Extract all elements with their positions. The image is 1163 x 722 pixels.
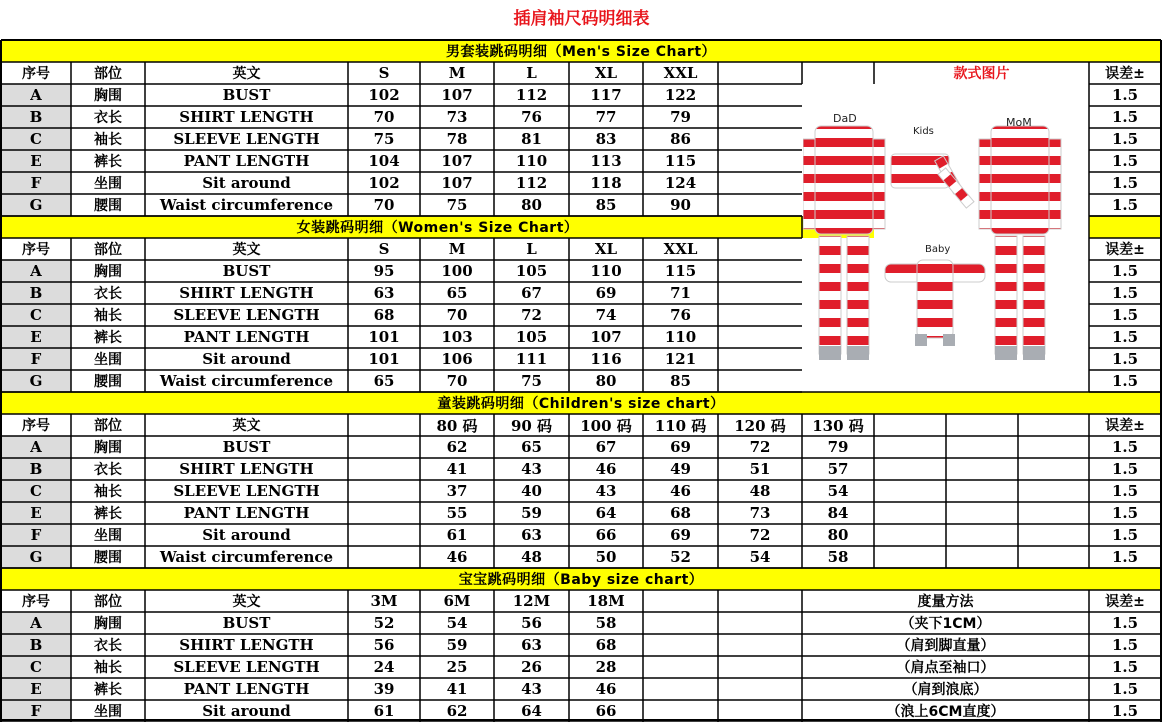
men-row-english: Waist circumference xyxy=(159,196,334,214)
women-row-value: 63 xyxy=(373,284,395,302)
baby-row-seq: E xyxy=(1,678,71,700)
header-size: XXL xyxy=(663,64,698,82)
children-row-seq: B xyxy=(1,458,71,480)
men-row-value: 79 xyxy=(670,108,691,126)
header-size: 12M xyxy=(512,592,551,610)
baby-row-seq: C xyxy=(1,656,71,678)
women-row-tolerance: 1.5 xyxy=(1111,350,1139,368)
children-row-tolerance: 1.5 xyxy=(1111,482,1139,500)
children-row-part: 坐围 xyxy=(94,528,122,544)
baby-pajama-icon xyxy=(885,260,985,346)
men-row-seq: A xyxy=(1,84,71,106)
header-seq: 序号 xyxy=(22,418,50,434)
men-row-part: 衣长 xyxy=(94,110,122,126)
baby-row-part: 胸围 xyxy=(94,616,122,632)
baby-row-tolerance: 1.5 xyxy=(1111,614,1139,632)
baby-row-value: 46 xyxy=(595,680,617,698)
women-row-seq: G xyxy=(1,370,71,392)
women-row-seq: C xyxy=(1,304,71,326)
women-row-tolerance: 1.5 xyxy=(1111,284,1139,302)
baby-row-english: PANT LENGTH xyxy=(183,680,310,698)
children-row-tolerance: 1.5 xyxy=(1111,526,1139,544)
children-row-value: 51 xyxy=(749,460,771,478)
children-row-value: 54 xyxy=(827,482,849,500)
women-row-tolerance: 1.5 xyxy=(1111,262,1139,280)
baby-row-value: 68 xyxy=(595,636,617,654)
women-row-part: 腰围 xyxy=(94,374,122,390)
children-row-value: 43 xyxy=(595,482,617,500)
baby-row-value: 61 xyxy=(373,702,395,720)
men-row-part: 裤长 xyxy=(94,154,122,170)
baby-row-method: （肩到浪底） xyxy=(903,682,988,698)
men-row-value: 102 xyxy=(368,174,400,192)
kids-label: Kids xyxy=(913,126,934,137)
men-row-tolerance: 1.5 xyxy=(1111,86,1139,104)
header-part: 部位 xyxy=(94,66,122,82)
children-row-value: 63 xyxy=(521,526,542,544)
children-row-seq: C xyxy=(1,480,71,502)
baby-row-tolerance: 1.5 xyxy=(1111,702,1139,720)
women-row-part: 袖长 xyxy=(94,308,122,324)
header-tolerance: 误差± xyxy=(1105,594,1145,610)
men-row-value: 107 xyxy=(441,86,473,104)
men-row-english: BUST xyxy=(222,86,271,104)
header-size: 100 码 xyxy=(580,416,632,435)
men-row-english: PANT LENGTH xyxy=(183,152,310,170)
women-row-value: 116 xyxy=(590,350,622,368)
mom-pajama-icon xyxy=(979,126,1061,360)
men-banner: 男套装跳码明细（Men's Size Chart） xyxy=(1,40,1161,62)
mom-label: MoM xyxy=(1006,116,1032,129)
style-photo xyxy=(803,84,1088,384)
children-row-tolerance: 1.5 xyxy=(1111,548,1139,566)
children-row-value: 64 xyxy=(595,504,617,522)
children-row-value: 55 xyxy=(446,504,468,522)
children-row-value: 80 xyxy=(827,526,849,544)
children-row-value: 72 xyxy=(749,438,771,456)
baby-row-value: 43 xyxy=(521,680,542,698)
header-size: XXL xyxy=(663,240,698,258)
women-row-part: 裤长 xyxy=(94,330,122,346)
baby-row-tolerance: 1.5 xyxy=(1111,636,1139,654)
women-row-part: 衣长 xyxy=(94,286,122,302)
children-row-english: PANT LENGTH xyxy=(183,504,310,522)
baby-row-value: 54 xyxy=(446,614,468,632)
baby-row-english: SLEEVE LENGTH xyxy=(173,658,320,676)
header-size: M xyxy=(448,64,466,82)
children-row-seq: A xyxy=(1,436,71,458)
header-size: S xyxy=(378,64,390,82)
children-row-seq: E xyxy=(1,502,71,524)
women-banner: 女装跳码明细（Women's Size Chart） xyxy=(1,216,874,238)
header-size: L xyxy=(526,240,537,258)
children-row-value: 58 xyxy=(827,548,849,566)
men-row-part: 袖长 xyxy=(94,132,122,148)
women-row-seq: E xyxy=(1,326,71,348)
women-row-value: 71 xyxy=(670,284,691,302)
baby-label: Baby xyxy=(925,244,951,255)
header-part: 部位 xyxy=(94,242,122,258)
men-row-value: 122 xyxy=(664,86,697,104)
women-row-english: SLEEVE LENGTH xyxy=(173,306,320,324)
men-row-value: 83 xyxy=(595,130,617,148)
baby-row-part: 袖长 xyxy=(94,660,122,676)
men-row-part: 胸围 xyxy=(94,88,122,104)
men-row-value: 117 xyxy=(590,86,622,104)
men-row-value: 80 xyxy=(521,196,542,214)
baby-row-method: （肩到脚直量） xyxy=(896,638,995,654)
men-row-value: 118 xyxy=(590,174,622,192)
men-row-tolerance: 1.5 xyxy=(1111,174,1139,192)
children-row-value: 72 xyxy=(749,526,771,544)
header-size: 130 码 xyxy=(812,416,864,435)
men-row-seq: B xyxy=(1,106,71,128)
women-row-value: 75 xyxy=(521,372,542,390)
children-row-part: 腰围 xyxy=(94,550,122,566)
women-row-value: 70 xyxy=(446,306,468,324)
women-row-tolerance: 1.5 xyxy=(1111,372,1139,390)
baby-row-seq: B xyxy=(1,634,71,656)
baby-row-value: 56 xyxy=(521,614,542,632)
children-row-value: 43 xyxy=(521,460,542,478)
children-row-value: 41 xyxy=(446,460,468,478)
women-row-value: 110 xyxy=(664,328,697,346)
header-english: 英文 xyxy=(232,594,261,610)
children-row-value: 69 xyxy=(670,438,691,456)
baby-row-seq: F xyxy=(1,700,71,722)
baby-row-value: 58 xyxy=(595,614,617,632)
children-row-seq: F xyxy=(1,524,71,546)
baby-row-value: 66 xyxy=(595,702,617,720)
photo-header: 款式图片 xyxy=(953,66,1010,82)
men-row-tolerance: 1.5 xyxy=(1111,108,1139,126)
children-row-tolerance: 1.5 xyxy=(1111,438,1139,456)
kids-pajama-icon xyxy=(891,154,974,208)
baby-row-tolerance: 1.5 xyxy=(1111,680,1139,698)
men-row-seq: C xyxy=(1,128,71,150)
men-row-value: 77 xyxy=(595,108,617,126)
baby-row-value: 24 xyxy=(373,658,395,676)
header-size: 80 码 xyxy=(436,416,478,435)
children-row-value: 59 xyxy=(521,504,542,522)
women-row-english: PANT LENGTH xyxy=(183,328,310,346)
women-row-value: 68 xyxy=(373,306,395,324)
baby-row-value: 52 xyxy=(373,614,395,632)
children-row-part: 胸围 xyxy=(94,440,122,456)
women-row-value: 65 xyxy=(446,284,468,302)
women-row-value: 70 xyxy=(446,372,468,390)
men-row-english: SHIRT LENGTH xyxy=(179,108,314,126)
page-title: 插肩袖尺码明细表 xyxy=(513,9,650,29)
children-row-value: 73 xyxy=(749,504,771,522)
children-row-value: 79 xyxy=(827,438,849,456)
header-english: 英文 xyxy=(232,418,261,434)
header-size: XL xyxy=(594,240,618,258)
children-row-value: 50 xyxy=(595,548,617,566)
men-row-value: 113 xyxy=(590,152,622,170)
baby-row-value: 39 xyxy=(373,680,395,698)
children-row-value: 67 xyxy=(595,438,617,456)
children-row-english: Sit around xyxy=(202,526,291,544)
men-row-part: 腰围 xyxy=(94,198,122,214)
children-row-value: 48 xyxy=(749,482,771,500)
men-row-value: 70 xyxy=(373,108,395,126)
header-size: 90 码 xyxy=(510,416,553,435)
women-row-english: Waist circumference xyxy=(159,372,334,390)
baby-row-english: Sit around xyxy=(202,702,291,720)
women-row-value: 69 xyxy=(595,284,617,302)
header-seq: 序号 xyxy=(22,242,50,258)
men-row-value: 112 xyxy=(515,174,548,192)
men-row-value: 124 xyxy=(664,174,697,192)
men-row-english: SLEEVE LENGTH xyxy=(173,130,320,148)
baby-row-part: 衣长 xyxy=(94,638,122,654)
women-row-value: 107 xyxy=(590,328,622,346)
women-row-value: 105 xyxy=(515,262,548,280)
header-size: 120 码 xyxy=(734,416,786,435)
baby-row-method: （浪上6CM直度） xyxy=(886,704,1005,720)
baby-row-part: 裤长 xyxy=(94,682,122,698)
women-row-value: 95 xyxy=(373,262,395,280)
men-row-value: 107 xyxy=(441,174,473,192)
children-row-english: SLEEVE LENGTH xyxy=(173,482,320,500)
children-row-english: Waist circumference xyxy=(159,548,334,566)
children-row-seq: G xyxy=(1,546,71,568)
header-size: XL xyxy=(594,64,618,82)
header-part: 部位 xyxy=(94,418,122,434)
women-banner-tail xyxy=(1089,216,1161,238)
header-tolerance: 误差± xyxy=(1105,242,1145,258)
header-english: 英文 xyxy=(232,66,261,82)
women-row-value: 105 xyxy=(515,328,548,346)
men-row-value: 70 xyxy=(373,196,395,214)
women-row-english: BUST xyxy=(222,262,271,280)
baby-row-value: 64 xyxy=(521,702,542,720)
women-row-value: 72 xyxy=(521,306,542,324)
baby-row-part: 坐围 xyxy=(94,704,122,720)
baby-row-value: 25 xyxy=(446,658,468,676)
header-size: L xyxy=(526,64,537,82)
children-row-value: 49 xyxy=(670,460,691,478)
children-row-value: 65 xyxy=(521,438,542,456)
children-row-english: BUST xyxy=(222,438,271,456)
children-row-part: 袖长 xyxy=(94,484,122,500)
children-row-value: 52 xyxy=(670,548,691,566)
women-row-part: 胸围 xyxy=(94,264,122,280)
baby-row-english: BUST xyxy=(222,614,271,632)
men-row-seq: F xyxy=(1,172,71,194)
children-row-part: 衣长 xyxy=(94,462,122,478)
women-row-value: 103 xyxy=(441,328,473,346)
men-row-value: 75 xyxy=(373,130,395,148)
children-row-value: 37 xyxy=(446,482,468,500)
women-row-value: 101 xyxy=(368,350,400,368)
header-size: 110 码 xyxy=(654,416,707,435)
header-size: 18M xyxy=(587,592,625,610)
women-row-part: 坐围 xyxy=(94,352,122,368)
women-row-value: 76 xyxy=(670,306,691,324)
women-row-seq: B xyxy=(1,282,71,304)
children-row-value: 69 xyxy=(670,526,691,544)
children-row-value: 68 xyxy=(670,504,691,522)
men-row-value: 110 xyxy=(515,152,548,170)
baby-row-value: 56 xyxy=(373,636,395,654)
women-row-value: 106 xyxy=(441,350,473,368)
dad-label: DaD xyxy=(833,112,857,125)
children-row-value: 46 xyxy=(446,548,468,566)
women-row-seq: A xyxy=(1,260,71,282)
women-row-value: 85 xyxy=(670,372,691,390)
men-row-value: 112 xyxy=(515,86,548,104)
women-row-value: 111 xyxy=(515,350,548,368)
men-row-value: 75 xyxy=(446,196,468,214)
men-row-seq: E xyxy=(1,150,71,172)
women-row-value: 74 xyxy=(595,306,617,324)
men-row-value: 104 xyxy=(368,152,400,170)
header-part: 部位 xyxy=(94,594,122,610)
baby-row-tolerance: 1.5 xyxy=(1111,658,1139,676)
baby-row-english: SHIRT LENGTH xyxy=(179,636,314,654)
men-row-value: 86 xyxy=(670,130,691,148)
women-row-value: 67 xyxy=(521,284,542,302)
children-row-value: 66 xyxy=(595,526,617,544)
children-row-value: 84 xyxy=(827,504,849,522)
women-row-value: 100 xyxy=(441,262,473,280)
children-row-tolerance: 1.5 xyxy=(1111,504,1139,522)
men-row-tolerance: 1.5 xyxy=(1111,196,1139,214)
men-row-value: 81 xyxy=(521,130,542,148)
baby-row-seq: A xyxy=(1,612,71,634)
header-size: 3M xyxy=(370,592,398,610)
children-row-english: SHIRT LENGTH xyxy=(179,460,314,478)
baby-row-value: 63 xyxy=(521,636,542,654)
men-row-value: 102 xyxy=(368,86,400,104)
baby-row-value: 26 xyxy=(521,658,542,676)
men-row-value: 90 xyxy=(670,196,691,214)
header-size: M xyxy=(448,240,466,258)
baby-method-header: 度量方法 xyxy=(917,594,974,610)
men-row-value: 76 xyxy=(521,108,542,126)
children-row-value: 40 xyxy=(521,482,542,500)
header-seq: 序号 xyxy=(22,66,50,82)
children-row-tolerance: 1.5 xyxy=(1111,460,1139,478)
header-size: S xyxy=(378,240,390,258)
men-row-seq: G xyxy=(1,194,71,216)
header-size: 6M xyxy=(443,592,471,610)
men-row-tolerance: 1.5 xyxy=(1111,130,1139,148)
women-row-english: SHIRT LENGTH xyxy=(179,284,314,302)
women-row-tolerance: 1.5 xyxy=(1111,328,1139,346)
children-row-part: 裤长 xyxy=(94,506,122,522)
men-row-value: 115 xyxy=(664,152,697,170)
children-banner: 童装跳码明细（Children's size chart） xyxy=(1,392,1161,414)
women-row-value: 65 xyxy=(373,372,395,390)
men-row-value: 78 xyxy=(446,130,468,148)
baby-row-method: （夹下1CM） xyxy=(900,616,991,632)
header-tolerance: 误差± xyxy=(1105,66,1145,82)
baby-row-value: 41 xyxy=(446,680,468,698)
women-row-tolerance: 1.5 xyxy=(1111,306,1139,324)
men-row-english: Sit around xyxy=(202,174,291,192)
children-row-value: 54 xyxy=(749,548,771,566)
women-row-english: Sit around xyxy=(202,350,291,368)
header-tolerance: 误差± xyxy=(1105,418,1145,434)
header-english: 英文 xyxy=(232,242,261,258)
women-row-value: 110 xyxy=(590,262,622,280)
women-row-value: 115 xyxy=(664,262,697,280)
baby-row-value: 59 xyxy=(446,636,468,654)
men-row-tolerance: 1.5 xyxy=(1111,152,1139,170)
women-row-value: 121 xyxy=(664,350,697,368)
children-row-value: 61 xyxy=(446,526,468,544)
children-row-value: 46 xyxy=(670,482,691,500)
baby-banner: 宝宝跳码明细（Baby size chart） xyxy=(1,568,1161,590)
children-row-value: 48 xyxy=(521,548,542,566)
baby-row-method: （肩点至袖口） xyxy=(896,660,995,676)
women-row-value: 101 xyxy=(368,328,400,346)
men-row-value: 85 xyxy=(595,196,617,214)
baby-row-value: 62 xyxy=(446,702,468,720)
men-row-value: 107 xyxy=(441,152,473,170)
dad-pajama-icon xyxy=(803,126,885,360)
baby-row-value: 28 xyxy=(595,658,617,676)
women-row-value: 80 xyxy=(595,372,617,390)
header-seq: 序号 xyxy=(22,594,50,610)
women-row-seq: F xyxy=(1,348,71,370)
children-row-value: 62 xyxy=(446,438,468,456)
men-row-part: 坐围 xyxy=(94,176,122,192)
children-row-value: 46 xyxy=(595,460,617,478)
children-row-value: 57 xyxy=(827,460,849,478)
men-row-value: 73 xyxy=(446,108,468,126)
